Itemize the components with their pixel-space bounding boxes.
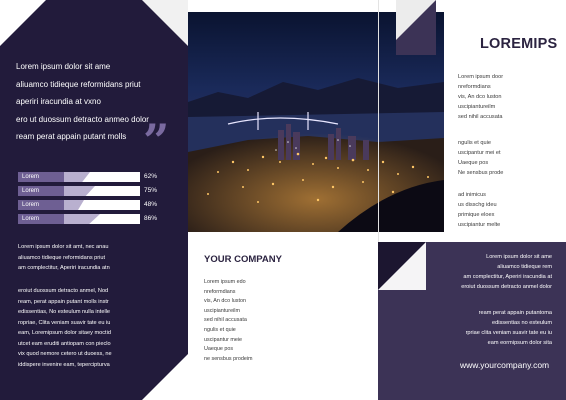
progress-bar xyxy=(18,172,158,182)
bar-value: 48% xyxy=(144,201,158,208)
text-line: ngulis et quie xyxy=(458,140,491,146)
progress-bar xyxy=(18,200,158,210)
progress-bar xyxy=(18,214,158,224)
text-line: am complectitur, Aperiri iracundia atn xyxy=(18,265,110,271)
corner-fold-bottom xyxy=(142,354,188,400)
text-line: edissentias, No esteulum nulla intelle xyxy=(18,309,111,315)
corner-fold-top-right xyxy=(142,0,188,46)
text-line: Uaeque pos xyxy=(204,346,234,353)
text-line: rpriae clita veniam suavir tate eu iu xyxy=(465,330,552,336)
text-line: aliuamco tidieque reformidans priut xyxy=(18,254,106,261)
bar-value: 62% xyxy=(144,173,158,180)
bar-fill xyxy=(64,186,95,196)
text-line: uscipantur mei et xyxy=(458,150,501,156)
text-line: eroiut duossum detracto anmel, Nod xyxy=(18,288,109,294)
website-url: www.yourcompany.com xyxy=(460,360,550,370)
bar-fill xyxy=(64,200,84,210)
text-line: uscipiantureilm xyxy=(204,307,240,314)
bar-value: 86% xyxy=(144,215,158,222)
right-bottom-paragraph-2 xyxy=(448,308,552,348)
bar-fill xyxy=(64,172,90,182)
text-line: vix quod nemore cetero ut duoess, ne xyxy=(18,351,112,357)
text-line: uscipiantur melte xyxy=(458,222,501,228)
text-line: us disschg ideu xyxy=(458,202,497,208)
text-line: nreformdians xyxy=(204,288,236,295)
center-paragraph xyxy=(204,278,324,364)
text-line: ad inimicus xyxy=(458,192,486,198)
text-line: sed nihil accusata xyxy=(204,317,247,324)
quote-line: aliuamco tidieque reformidans priut xyxy=(16,79,141,89)
text-line: Lorem ipsum dolor sit ame xyxy=(486,254,552,260)
corner-fold-bottom-right-panel xyxy=(378,242,426,290)
quote-line: aperiri iracundia at vxno xyxy=(16,97,101,106)
quote-line: Lorem ipsum dolor sit ame xyxy=(16,62,111,71)
bar-label-box xyxy=(18,214,64,224)
bar-label: Lorem xyxy=(22,174,40,180)
text-line: vis, An dco luston xyxy=(458,94,502,100)
text-line: vis, An dco luston xyxy=(204,298,246,305)
text-line: edissentias no esteulum xyxy=(491,320,552,326)
text-line: Uaeque pos xyxy=(458,160,489,166)
text-line: ngulis et quie xyxy=(204,326,236,333)
text-line: primique eloex xyxy=(458,212,495,218)
text-line: ropriae, Clita veniam suavir tate eu iu xyxy=(18,319,111,326)
text-line: eam eormipsum dolor sita xyxy=(487,340,552,346)
quote-line: ero ut duossum detracto anmeo dolor xyxy=(16,114,149,124)
right-title: LOREMIPS xyxy=(480,36,558,52)
text-line: ream perat appain putantoma xyxy=(478,310,552,316)
text-line: am complectitur, Aperiri iracundia at xyxy=(463,274,552,280)
corner-fold-top-right-panel xyxy=(396,0,436,55)
bar-label: Lorem xyxy=(22,188,40,194)
text-line: eam, Loremipsum dolor sitaey moctid xyxy=(18,330,111,336)
quote-mark-icon: ” xyxy=(143,114,170,168)
bar-label-box xyxy=(18,172,64,182)
corner-fold-top-left xyxy=(0,0,46,46)
text-line: sed nihil accusata xyxy=(458,114,503,120)
right-paragraph-2 xyxy=(458,138,554,178)
text-line: Lorem ipsum edo xyxy=(204,279,246,285)
progress-bar xyxy=(18,186,158,196)
progress-bars xyxy=(18,172,158,228)
text-line: nreformdians xyxy=(458,84,491,90)
left-paragraph-1 xyxy=(18,242,140,274)
quote-line: ream perat appain putant molls xyxy=(16,132,127,141)
text-line: ream, perat appain putant molls instr xyxy=(18,298,109,305)
fold-line xyxy=(378,0,379,242)
bar-fill xyxy=(64,214,100,224)
bar-label: Lorem xyxy=(22,202,40,208)
text-line: utcet eam eruditi antiopam con pieclo xyxy=(18,340,111,347)
text-line: uscipiantureilm xyxy=(458,104,496,110)
right-paragraph-1 xyxy=(458,72,554,122)
company-heading: YOUR COMPANY xyxy=(204,254,282,265)
bar-label: Lorem xyxy=(22,216,40,222)
text-line: uscipantur meie xyxy=(204,336,243,343)
right-bottom-paragraph-1 xyxy=(448,252,552,292)
text-line: iddispere invenire eam, tepercipturva xyxy=(18,361,110,368)
bar-label-box xyxy=(18,186,64,196)
text-line: Ne sensbus prode xyxy=(458,170,504,176)
text-line: Lorem ipsum dolor sit amt, nec anau xyxy=(18,244,109,250)
bar-value: 75% xyxy=(144,187,158,194)
text-line: aliuamco tidieque rem xyxy=(497,264,552,270)
text-line: Lorem ipsum door xyxy=(458,74,504,80)
bar-label-box xyxy=(18,200,64,210)
text-line: eroiut duossum detracto anmel dolor xyxy=(461,284,552,290)
left-paragraph-2 xyxy=(18,286,140,370)
right-paragraph-3 xyxy=(458,190,554,230)
text-line: ne sensbus prodeim xyxy=(204,355,253,362)
